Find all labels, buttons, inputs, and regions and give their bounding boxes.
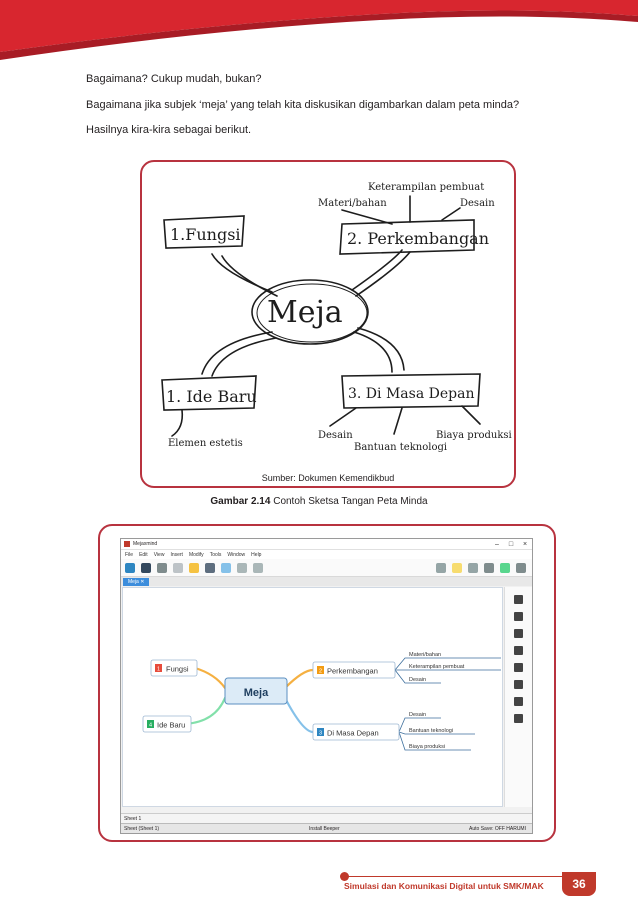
mm-sub-keterampilan[interactable]: Keterampilan pembuat: [409, 664, 465, 670]
mm-sub-bantuan[interactable]: Bantuan teknologi: [409, 728, 454, 734]
mm-sub-desain-1[interactable]: Desain: [409, 677, 427, 683]
clipboard-icon[interactable]: [514, 714, 523, 723]
sketch-sub-keterampilan: Keterampilan pembuat: [368, 182, 485, 193]
tab-meja[interactable]: Meja ✕: [123, 578, 149, 586]
window-title: Mejaxmind: [133, 541, 158, 547]
comment-icon[interactable]: [514, 697, 523, 706]
app-logo-icon: [124, 541, 130, 547]
mm-num-ide-baru: 4: [148, 722, 153, 729]
notes-icon[interactable]: [514, 663, 523, 672]
format-icon[interactable]: [514, 612, 523, 621]
menu-bar: [121, 550, 532, 559]
menu-help[interactable]: Help: [251, 551, 262, 558]
maximize-button[interactable]: □: [508, 540, 514, 548]
menu-edit[interactable]: Edit: [139, 551, 148, 558]
toolbar: [121, 559, 532, 577]
page-footer: [340, 872, 638, 902]
mm-topic-fungsi[interactable]: Fungsi: [166, 664, 189, 674]
caption-text: Contoh Sketsa Tangan Peta Minda: [270, 496, 428, 507]
sketch-sub-elemen: Elemen estetis: [168, 438, 243, 449]
sketch-sub-desain-2: Desain: [318, 430, 353, 441]
status-bar: [121, 823, 532, 833]
marker-icon[interactable]: [514, 646, 523, 655]
sketch-branch-4: 3. Di Masa Depan: [348, 386, 475, 402]
minimize-button[interactable]: –: [495, 540, 499, 548]
mm-num-perkembangan: 2: [318, 668, 323, 675]
settings-icon[interactable]: [516, 563, 526, 573]
footer-book-title: Simulasi dan Komunikasi Digital untuk SMK/MAK: [344, 881, 544, 891]
image-icon[interactable]: [468, 563, 478, 573]
mm-central-topic[interactable]: Meja: [243, 687, 269, 699]
top-banner: [0, 0, 638, 60]
software-screenshot-figure: [98, 524, 556, 842]
menu-tools[interactable]: Tools: [209, 551, 222, 558]
mm-num-di-masa-depan: 3: [318, 730, 323, 737]
paragraph-3: Hasilnya kira-kira sebagai berikut.: [86, 124, 252, 136]
footer-dot: [340, 872, 349, 881]
caption-label: Gambar 2.14: [210, 496, 271, 507]
mm-sub-desain-2[interactable]: Desain: [409, 712, 427, 718]
status-autosave: Auto Save: OFF HARUMI: [469, 826, 526, 832]
style-icon[interactable]: [436, 563, 446, 573]
mm-topic-di-masa-depan[interactable]: Di Masa Depan: [327, 728, 379, 738]
sketch-sub-materi: Materi/bahan: [318, 198, 387, 209]
outline-icon[interactable]: [514, 595, 523, 604]
sketch-source: Sumber: Dokumen Kemendikbud: [261, 473, 395, 483]
save-icon[interactable]: [141, 563, 151, 573]
paragraph-2: Bagaimana jika subjek ‘meja’ yang telah kita diskusikan digambarkan dalam peta minda?: [86, 99, 520, 111]
sketch-center-label: Meja: [267, 295, 343, 330]
subtopic-icon[interactable]: [205, 563, 215, 573]
sketch-sub-biaya: Biaya produksi: [436, 430, 512, 441]
sketch-sub-bantuan: Bantuan teknologi: [354, 442, 448, 453]
figure-caption: [0, 496, 638, 507]
sheet-bar: [121, 813, 532, 823]
tab-bar: [121, 577, 532, 586]
mm-topic-perkembangan[interactable]: Perkembangan: [327, 666, 378, 676]
relationship-icon[interactable]: [221, 563, 231, 573]
boundary-icon[interactable]: [237, 563, 247, 573]
topic-icon[interactable]: [189, 563, 199, 573]
page-number: 36: [562, 872, 596, 896]
undo-icon[interactable]: [157, 563, 167, 573]
mindmap-diagram: [123, 588, 504, 808]
more-icon[interactable]: [253, 563, 263, 573]
sketch-branch-1: 1.Fungsi: [170, 225, 241, 244]
redo-icon[interactable]: [173, 563, 183, 573]
mm-sub-materi[interactable]: Materi/bahan: [409, 652, 442, 658]
task-icon[interactable]: [514, 680, 523, 689]
app-window: [120, 538, 533, 834]
mm-num-fungsi: 1: [156, 666, 161, 673]
title-bar: [121, 539, 532, 550]
mm-topic-ide-baru[interactable]: Ide Baru: [157, 720, 186, 730]
idea-icon[interactable]: [452, 563, 462, 573]
sketch-branch-3: 1. Ide Baru: [166, 387, 257, 406]
status-sheet: Sheet (Sheet 1): [124, 826, 160, 832]
share-icon[interactable]: [500, 563, 510, 573]
mindmap-canvas[interactable]: [122, 587, 503, 807]
right-panel: [504, 587, 532, 807]
status-install[interactable]: Install Beeper: [309, 826, 340, 832]
mm-sub-biaya[interactable]: Biaya produksi: [409, 744, 446, 750]
footer-rule: [345, 876, 563, 877]
paragraph-1: Bagaimana? Cukup mudah, bukan?: [86, 73, 262, 85]
sketch-sub-desain-1: Desain: [460, 198, 495, 209]
sketch-mindmap: [142, 162, 514, 486]
search-icon[interactable]: [484, 563, 494, 573]
sketch-branch-2: 2. Perkembangan: [347, 229, 490, 248]
sheet-tab[interactable]: Sheet 1: [124, 816, 142, 822]
menu-insert[interactable]: Insert: [170, 551, 183, 558]
menu-window[interactable]: Window: [227, 551, 246, 558]
sketch-figure: [140, 160, 516, 488]
picture-icon[interactable]: [514, 629, 523, 638]
menu-file[interactable]: File: [125, 551, 134, 558]
home-icon[interactable]: [125, 563, 135, 573]
close-button[interactable]: ×: [522, 540, 528, 548]
menu-view[interactable]: View: [153, 551, 165, 558]
menu-modify[interactable]: Modify: [188, 551, 204, 558]
